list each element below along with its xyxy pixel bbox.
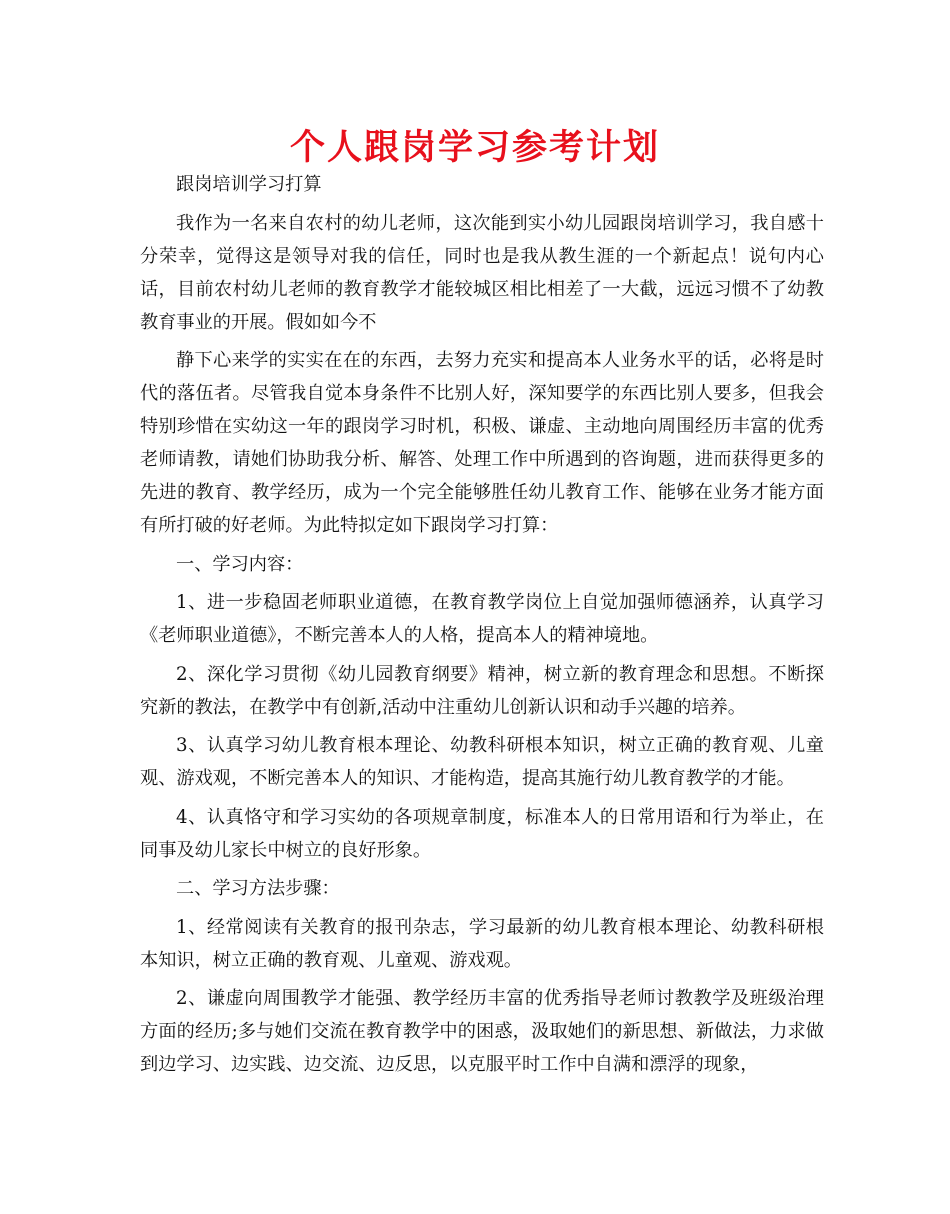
document-body [140, 168, 824, 1087]
document-title: 个人跟岗学习参考计划 [289, 128, 660, 168]
list-item: 1、进一步稳固老师职业道德，在教育教学岗位上自觉加强师德涵养，认真学习《老师职业道德》，不断完善本人的人格，提高本人的精神境地。 [140, 592, 824, 646]
paragraph-intro: 我作为一名来自农村的幼儿老师，这次能到实小幼儿园跟岗培训学习，我自感十分荣幸，觉得这是领导对我的信任，同时也是我从教生涯的一个新起点！说句内心话，目前农村幼儿老师的教育教学才能较城区相比相差了一大截，远远习惯不了幼教教育事业的开展。假如如今不 [140, 212, 824, 333]
section-heading-content: 一、学习内容： [176, 553, 304, 575]
list-item: 2、深化学习贯彻《幼儿园教育纲要》精神，树立新的教育理念和思想。不断探究新的教法，在教学中有创新,活动中注重幼儿创新认识和动手兴趣的培养。 [140, 663, 824, 718]
list-item: 1、经常阅读有关教育的报刊杂志，学习最新的幼儿教育根本理论、幼教科研根本知识，树立正确的教育观、儿童观、游戏观。 [140, 916, 824, 971]
section-heading-methods: 二、学习方法步骤： [176, 878, 340, 899]
paragraph-plan-heading: 跟岗培训学习打算 [176, 174, 322, 195]
list-item: 4、认真恪守和学习实幼的各项规章制度，标准本人的日常用语和行为举止，在同事及幼儿家长中树立的良好形象。 [140, 806, 824, 861]
paragraph-intro-continued: 静下心来学的实实在在的东西，去努力充实和提高本人业务水平的话，必将是时代的落伍者。尽管我自觉本身条件不比别人好，深知要学的东西比别人要多，但我会特别珍惜在实幼这一年的跟岗学习时机，积极、谦虚、主动地向周围经历丰富的优秀老师请教，请她们协助我分析、解答、处理工作中所遇到的咨询题，进而获得更多的先进的教育、教学经历，成为一个完全能够胜任幼儿教育工作、能够在业务才能方面有所打破的好老师。为此特拟定如下跟岗学习打算： [140, 350, 824, 536]
list-item: 3、认真学习幼儿教育根本理论、幼教科研根本知识，树立正确的教育观、儿童观、游戏观，不断完善本人的知识、才能构造，提高其施行幼儿教育教学的才能。 [140, 735, 824, 789]
list-item: 2、谦虚向周围教学才能强、教学经历丰富的优秀指导老师讨教教学及班级治理方面的经历;多与她们交流在教育教学中的困惑，汲取她们的新思想、新做法，力求做到边学习、边实践、边交流、边反思，以克服平时工作中自满和漂浮的现象， [140, 988, 824, 1075]
